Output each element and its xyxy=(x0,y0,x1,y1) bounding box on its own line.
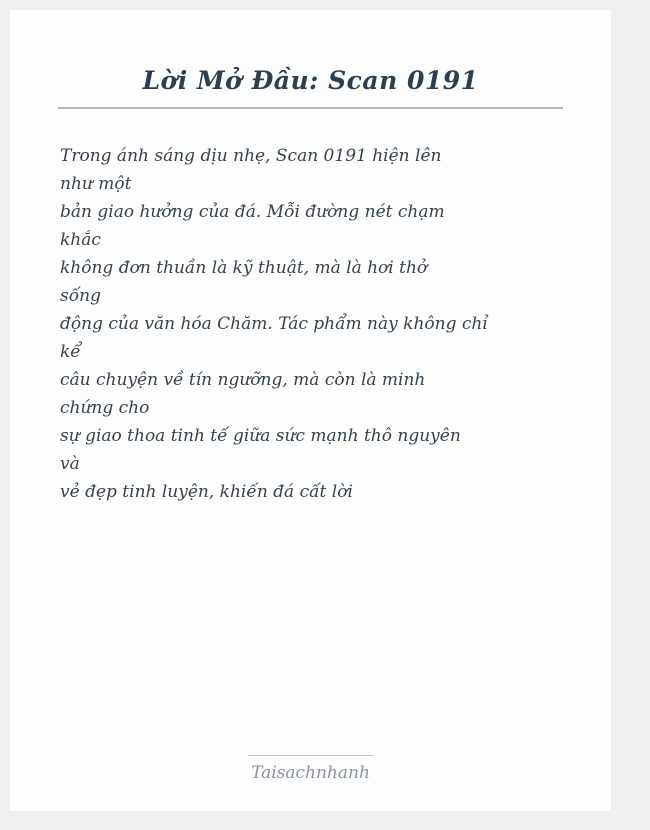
body-line: và xyxy=(60,454,80,474)
body-line: không đơn thuần là kỹ thuật, mà là hơi thở xyxy=(60,258,428,278)
body-line: sống xyxy=(60,286,101,306)
body-line: động của văn hóa Chăm. Tác phẩm này không chỉ xyxy=(60,314,488,334)
document-page xyxy=(10,10,611,811)
title-divider xyxy=(58,107,563,109)
footer-divider xyxy=(248,755,373,756)
body-line: kể xyxy=(60,342,81,362)
page-title: Lời Mở Đầu: Scan 0191 xyxy=(142,66,479,95)
body-line: vẻ đẹp tinh luyện, khiến đá cất lời xyxy=(60,482,353,502)
body-line: bản giao hưởng của đá. Mỗi đường nét chạm xyxy=(60,202,445,222)
body-line: như một xyxy=(60,174,132,194)
body-text-block xyxy=(60,142,571,506)
body-line: Trong ánh sáng dịu nhẹ, Scan 0191 hiện lên xyxy=(60,146,442,166)
body-line: chứng cho xyxy=(60,398,150,418)
body-line: khắc xyxy=(60,230,101,250)
body-line: sự giao thoa tinh tế giữa sức mạnh thô nguyên xyxy=(60,426,461,446)
body-line: câu chuyện về tín ngưỡng, mà còn là minh xyxy=(60,370,426,390)
page-footer xyxy=(10,755,611,783)
footer-watermark: Taisachnhanh xyxy=(251,763,370,783)
